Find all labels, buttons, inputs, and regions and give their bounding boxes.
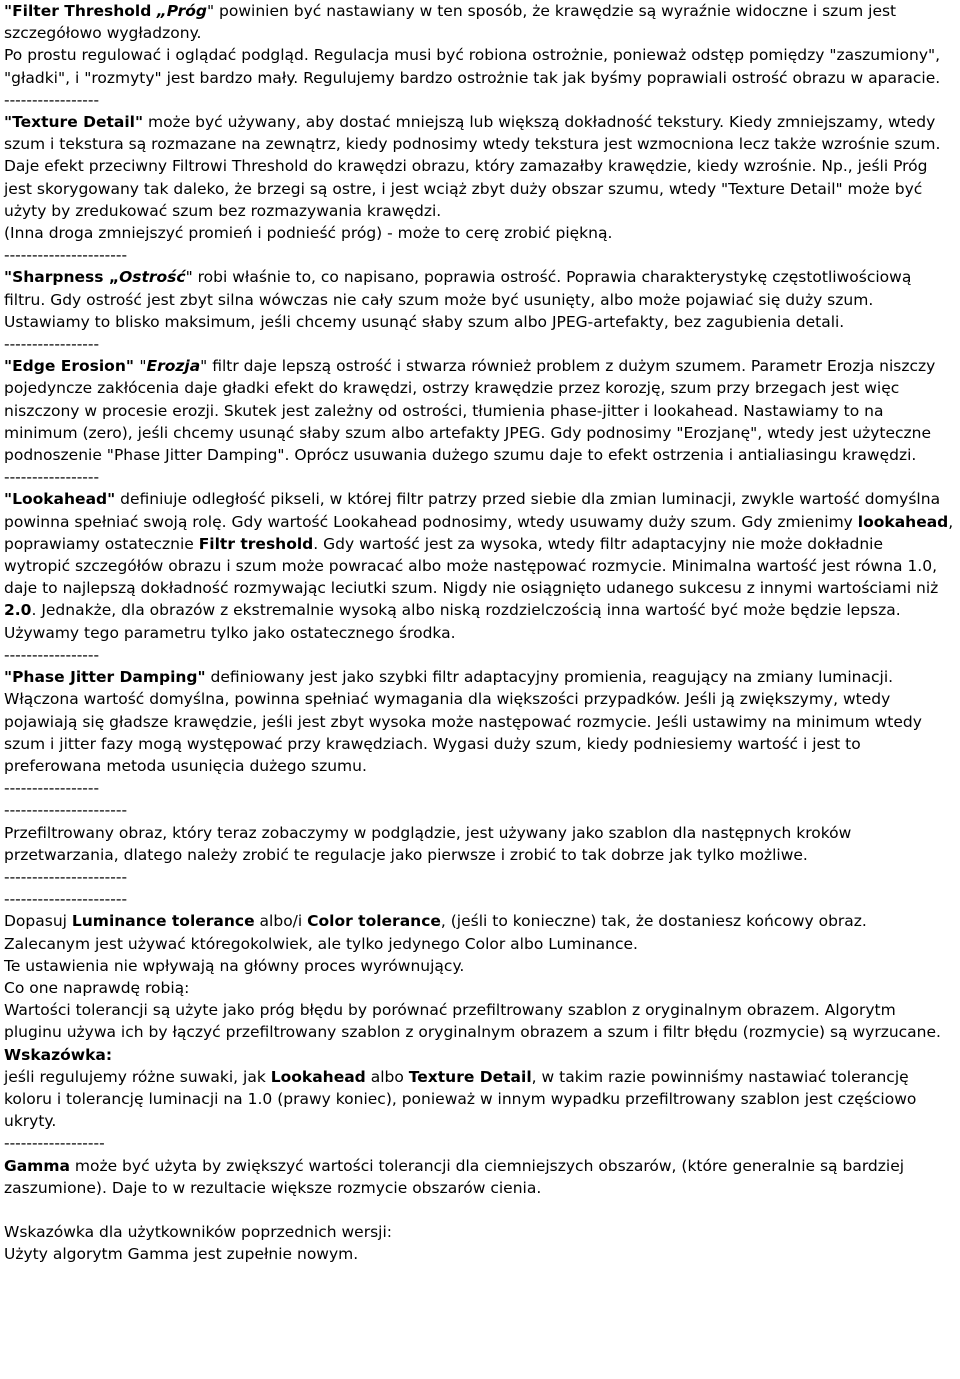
text-run: Po prostu regulować i oglądać podgląd. Regulacja musi być robiona ostrożnie, ponieważ odstęp pomiędzy "zaszumiony", "gładki", i "rozmyty" jest bardzo mały. Regulujemy bardzo ostrożnie tak jak byśmy poprawiali ostrość obrazu w aparacie. xyxy=(4,46,941,87)
paragraph xyxy=(4,910,954,954)
bold-text: Lookahead xyxy=(270,1067,366,1086)
paragraph xyxy=(4,44,954,88)
bold-text xyxy=(146,357,200,375)
text-run: . Jednakże, dla obrazów z ekstremalnie wysoką albo niską rozdzielczością inna wartość być może będzie lepsza. Używamy tego parametru tylko jako ostatecznego środka. xyxy=(4,601,901,642)
text-run: Wskazówka dla użytkowników poprzednich wersji: xyxy=(4,1223,392,1242)
bold-text: "Filter Threshold xyxy=(4,2,157,20)
paragraph xyxy=(4,1066,954,1133)
bold-text xyxy=(119,268,186,286)
text-run: Użyty algorytm Gamma jest zupełnie nowym. xyxy=(4,1245,359,1264)
text-run: , w takim razie powinniśmy nastawiać tolerancję koloru i tolerancję luminacji na 1.0 (prawy koniec), ponieważ w innym wypadku przefiltrowany szablon jest częściowo ukryty. xyxy=(4,1067,917,1131)
paragraph xyxy=(4,355,954,466)
paragraph xyxy=(4,111,954,222)
paragraph xyxy=(4,666,954,777)
text-run: . Gdy wartość jest za wysoka, wtedy filtr adaptacyjny nie może dokładnie wytropić szczegółów obrazu i szum może powracać albo może następować rozmycie. Minimalna wartość jest równa 1.0, daje to najlepszą dokładność rozmywając leciutki szum. Nigdy nie osiągnięto udanego sukcesu z innymi wartościami niż xyxy=(4,534,939,598)
bold-text xyxy=(157,2,207,20)
bold-text: "Texture Detail" xyxy=(4,113,144,132)
text-run: jeśli regulujemy różne suwaki, jak xyxy=(4,1067,271,1086)
paragraph xyxy=(4,822,954,866)
separator-line: ---------------------- xyxy=(4,246,128,265)
paragraph xyxy=(4,488,954,643)
text-run: , (jeśli to konieczne) tak, że dostaniesz końcowy obraz. Zalecanym jest używać któregokolwiek, ale tylko jedynego Color albo Luminance. xyxy=(4,912,867,953)
bold-text: "Phase Jitter Damping" xyxy=(4,668,206,687)
bold-italic-text: Ostrość xyxy=(119,268,186,287)
text-run: Przefiltrowany obraz, który teraz zobaczymy w podglądzie, jest używany jako szablon dla następnych kroków przetwarzania, dlatego należy zrobić te regulacje jako pierwsze i zrobić to tak dobrze jak tylko możliwe. xyxy=(4,823,852,864)
text-run: albo xyxy=(365,1067,409,1086)
bold-text: 2.0 xyxy=(4,601,32,620)
bold-italic-text: Erozja xyxy=(146,357,201,376)
separator-line: ----------------- xyxy=(4,779,100,798)
text-run: definiuje odległość pikseli, w której filtr patrzy przed siebie dla zmian luminacji, zwykle wartość domyślna powinna spełniać swoją rolę. Gdy wartość Lookahead podnosimy, wtedy usuwamy duży szum. Gdy zmienimy xyxy=(4,490,941,531)
blank-line xyxy=(4,1199,954,1221)
text-run: Te ustawienia nie wpływają na główny proces wyrównujący. xyxy=(4,956,465,975)
separator-line: ---------------------- xyxy=(4,867,128,886)
separator-line: ------------------ xyxy=(4,1134,105,1153)
text-run: albo/i xyxy=(254,912,308,931)
bold-text: Gamma xyxy=(4,1156,70,1175)
text-run: " filtr daje lepszą ostrość i stwarza również problem z dużym szumem. Parametr Erozja niszczy pojedyncze zakłócenia daje gładki efekt do krawędzi, ostrzy krawędzie przez korozję, szum przy brzegach jest więc niszczony w procesie erozji. Skutek jest zależny od ostrości, tłumienia phase-jitter i lookahead. Nastawiamy to na minimum (zero), jeśli chcemy usunąć słaby szum albo artefakty JPEG. Gdy podnosimy "Erozjanę", wtedy jest użyteczne podnoszenie "Phase Jitter Damping". Oprócz usuwania dużego szumu daje to efekt ostrzenia i antialiasingu krawędzi. xyxy=(4,357,936,465)
text-run: Wartości tolerancji są użyte jako próg błędu by porównać przefiltrowany szablon z oryginalnym obrazem. Algorytm pluginu używa ich by łączyć przefiltrowany szablon z oryginalnym obrazem a szum i filtr błędu (rozmycie) są wyrzucane. xyxy=(4,1001,941,1042)
text-run: " powinien być nastawiany w ten sposób, że krawędzie są wyraźnie widoczne i szum jest szczegółowo wygładzony. xyxy=(4,2,897,43)
bold-text: lookahead xyxy=(857,512,949,531)
paragraph xyxy=(4,0,954,44)
separator-line: ----------------- xyxy=(4,468,100,487)
bold-italic-text: „Próg xyxy=(156,2,207,20)
separator-line: ---------------------- xyxy=(4,801,128,820)
paragraph xyxy=(4,1044,954,1066)
text-run: może być użyta by zwiększyć wartości tolerancji dla ciemniejszych obszarów, (które generalnie są bardziej zaszumione). Daje to w rezultacie większe rozmycie obszarów cienia. xyxy=(4,1156,905,1197)
paragraph xyxy=(4,1221,954,1243)
bold-text: "Edge Erosion" xyxy=(4,357,140,376)
paragraph xyxy=(4,1155,954,1199)
bold-text: Luminance tolerance xyxy=(71,912,255,931)
separator-line: ----------------- xyxy=(4,90,100,109)
bold-text: Filtr treshold xyxy=(198,534,314,553)
text-run: Dopasuj xyxy=(4,912,72,931)
paragraph xyxy=(4,977,954,999)
text-run: " robi właśnie to, co napisano, poprawia ostrość. Poprawia charakterystykę częstotliwościową filtru. Gdy ostrość jest zbyt silna wówczas nie cały szum może być usunięty, albo może pojawiać się duży szum. Ustawiamy to blisko maksimum, jeśli chcemy usunąć słaby szum albo JPEG-artefakty, bez zagubienia detali. xyxy=(4,268,912,331)
separator-line: ----------------- xyxy=(4,335,100,354)
bold-text: Color tolerance xyxy=(307,912,441,931)
separator-line: ---------------------- xyxy=(4,890,128,909)
bold-text: Texture Detail xyxy=(408,1067,532,1086)
bold-text: "Lookahead" xyxy=(4,490,116,509)
text-run: " xyxy=(139,357,147,376)
text-run: (Inna droga zmniejszyć promień i podnieść próg) - może to cerę zrobić piękną. xyxy=(4,224,613,243)
paragraph xyxy=(4,955,954,977)
text-run: definiowany jest jako szybki filtr adaptacyjny promienia, reagujący na zmiany luminacji. Włączona wartość domyślna, powinna spełniać wymagania dla większości przypadków. Jeśli ją zwiększymy, wtedy pojawiają się gładsze krawędzie, jeśli jest zbyt wysoka może następować rozmycie. Jeśli ustawimy na minimum wtedy szum i jitter fazy mogą występować przy krawędziach. Wygasi duży szum, kiedy podniesiemy wartość i jest to preferowana metoda usunięcia dużego szumu. xyxy=(4,668,922,775)
text-run: może być używany, aby dostać mniejszą lub większą dokładność tekstury. Kiedy zmniejszamy, wtedy szum i tekstura są rozmazane na zewnątrz, kiedy podnosimy wtedy tekstura jest wzmocniona lecz także wzrośnie szum. Daje efekt przeciwny Filtrowi Threshold do krawędzi obrazu, który zamazałby krawędzie, kiedy wzrośnie. Np., jeśli Próg jest skorygowany tak daleko, że brzegi są ostre, i jest wciąż zbyt duży obszar szumu, wtedy "Texture Detail" może być użyty by zredukować szum bez rozmazywania krawędzi. xyxy=(4,113,941,220)
text-run: Co one naprawdę robią: xyxy=(4,978,190,997)
paragraph xyxy=(4,222,954,244)
text-run: , poprawiamy ostatecznie xyxy=(4,512,954,553)
separator-line: ----------------- xyxy=(4,645,100,664)
paragraph xyxy=(4,1243,954,1265)
bold-text: "Sharpness „ xyxy=(4,268,120,287)
bold-text: Wskazówka: xyxy=(4,1045,113,1064)
paragraph xyxy=(4,266,954,333)
paragraph xyxy=(4,999,954,1043)
